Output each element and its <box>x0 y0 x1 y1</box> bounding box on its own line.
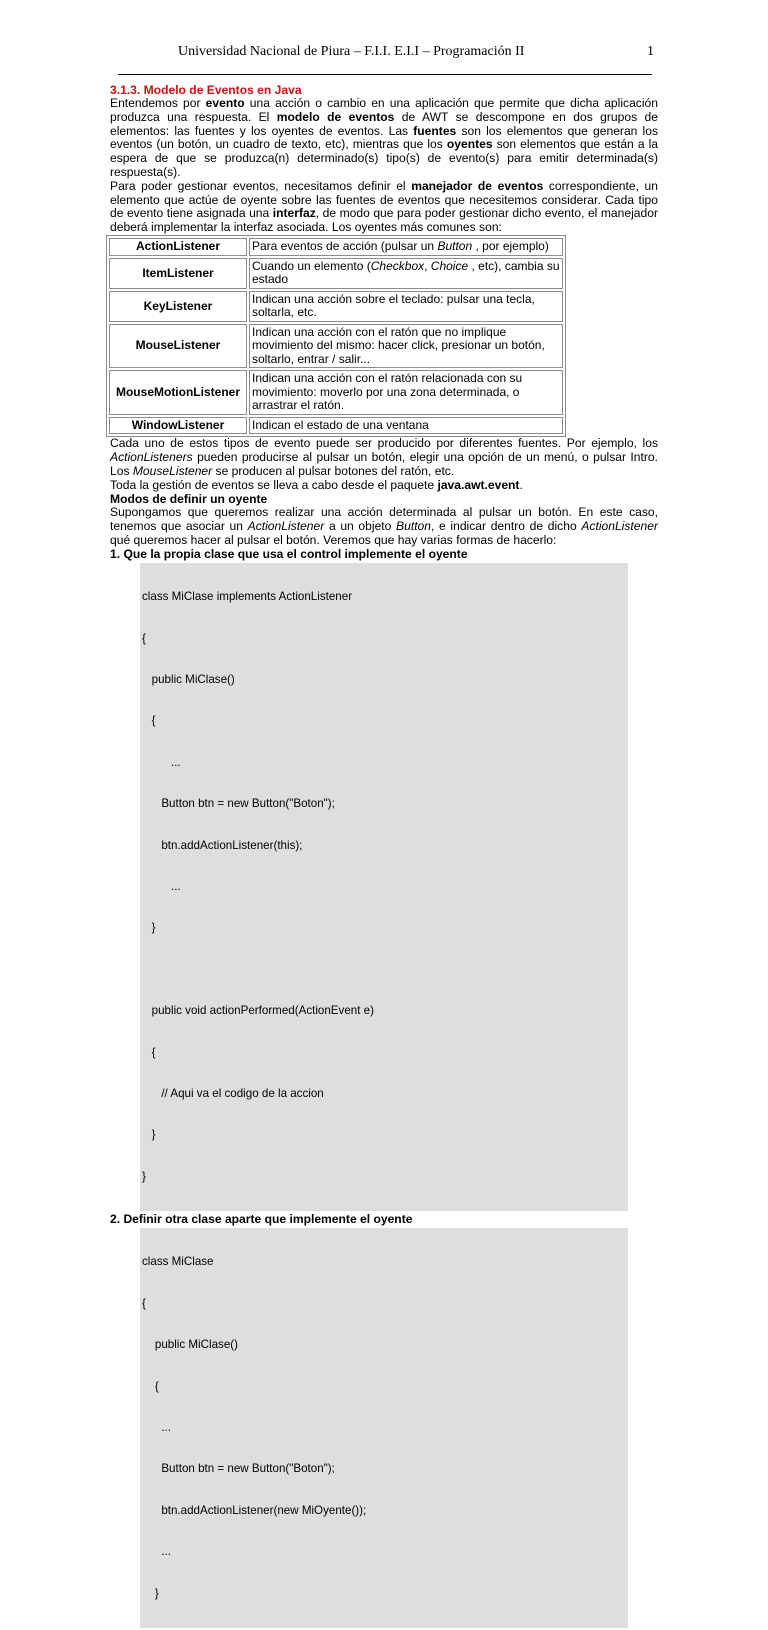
code-line: } <box>142 1586 159 1600</box>
code-line: ... <box>142 1545 171 1559</box>
code-line: public MiClase() <box>142 1338 238 1352</box>
modos-heading: Modos de definir un oyente <box>110 491 268 506</box>
code-line: } <box>142 1128 156 1142</box>
table-row <box>109 238 563 256</box>
code-line: public MiClase() <box>142 673 235 687</box>
header-title: Universidad Nacional de Piura – F.I.I. E.I.I – Programación II <box>178 44 525 59</box>
listener-name: ItemListener <box>109 258 247 289</box>
table-row <box>109 258 563 289</box>
listener-description: Indican el estado de una ventana <box>249 417 563 435</box>
code-line: ... <box>142 879 181 893</box>
code-line: } <box>142 1169 146 1183</box>
page-header <box>118 44 658 62</box>
code-line: public void actionPerformed(ActionEvent e) <box>142 1004 374 1018</box>
listener-description: Para eventos de acción (pulsar un Button , por ejemplo) <box>249 238 563 256</box>
code-line: { <box>142 1045 156 1059</box>
code-line: btn.addActionListener(new MiOyente()); <box>142 1503 367 1517</box>
listener-description: Indican una acción sobre el teclado: pulsar una tecla, soltarla, etc. <box>249 291 563 322</box>
code-line: class MiClase implements ActionListener <box>142 590 353 604</box>
listener-name: ActionListener <box>109 238 247 256</box>
method-1-heading: 1. Que la propia clase que usa el control implemente el oyente <box>110 546 468 561</box>
intro-paragraph-1: Entendemos por evento una acción o cambio en una aplicación que permite que dicha aplicación produzca una respuesta. El modelo de eventos de AWT se descompone en dos grupos de elementos: las fuentes y los oyentes de eventos. Las fuentes son los elementos que generan los eventos (un botón, un cuadro de texto, etc), mientras que los oyentes son elementos que están a la espera de que se produzca(n) determinado(s) tipo(s) de evento(s) para emitir determinada(s) respuesta(s). <box>110 96 659 179</box>
header-rule <box>118 74 652 75</box>
section-title: 3.1.3. Modelo de Eventos en Java <box>110 83 302 97</box>
table-row <box>109 291 563 322</box>
code-line: // Aqui va el codigo de la accion <box>142 1086 324 1100</box>
listener-description: Indican una acción con el ratón que no implique movimiento del mismo: hacer click, presionar un botón, soltarlo, entrar / salir... <box>249 324 563 369</box>
code-line: class MiClase <box>142 1255 214 1269</box>
table-row <box>109 417 563 435</box>
code-line: Button btn = new Button("Boton"); <box>142 1462 335 1476</box>
page-number: 1 <box>647 44 654 59</box>
table-row <box>109 324 563 369</box>
modos-paragraph: Supongamos que queremos realizar una acción determinada al pulsar un botón. En este caso, tenemos que asociar un ActionListener a un objeto Button, e indicar dentro de dicho ActionListener qué queremos hacer al pulsar el botón. Veremos que hay varias formas de hacerlo: <box>110 505 658 548</box>
listener-description: Cuando un elemento (Checkbox, Choice , etc), cambia su estado <box>249 258 563 289</box>
document-body <box>110 83 658 1630</box>
listener-name: KeyListener <box>109 291 247 322</box>
table-row <box>109 370 563 415</box>
code-line: { <box>142 631 146 645</box>
code-block-1 <box>140 563 628 1211</box>
code-line: { <box>142 1296 146 1310</box>
code-line: btn.addActionListener(this); <box>142 838 303 852</box>
code-line: ... <box>142 1421 171 1435</box>
listener-name: WindowListener <box>109 417 247 435</box>
after-table-paragraph-2: Toda la gestión de eventos se lleva a cabo desde el paquete java.awt.event. <box>110 477 523 492</box>
code-line: } <box>142 921 156 935</box>
after-table-paragraph-1: Cada uno de estos tipos de evento puede ser producido por diferentes fuentes. Por ejemplo, los ActionListeners pueden producirse al pulsar un botón, elegir una opción de un menú, o pulsar Intro. Los MouseListener se producen al pulsar botones del ratón, etc. <box>110 436 658 479</box>
listener-name: MouseMotionListener <box>109 370 247 415</box>
listener-description: Indican una acción con el ratón relacionada con su movimiento: moverlo por una zona determinada, o arrastrar el ratón. <box>249 370 563 415</box>
code-block-2 <box>140 1228 628 1628</box>
listener-name: MouseListener <box>109 324 247 369</box>
code-line: ... <box>142 755 181 769</box>
method-2-heading: 2. Definir otra clase aparte que implemente el oyente <box>110 1212 413 1227</box>
code-line: Button btn = new Button("Boton"); <box>142 797 335 811</box>
code-line: { <box>142 714 156 728</box>
code-line <box>142 963 626 977</box>
code-line: { <box>142 1379 159 1393</box>
intro-paragraph-2: Para poder gestionar eventos, necesitamos definir el manejador de eventos correspondiente, un elemento que actúe de oyente sobre las fuentes de eventos que necesitemos considerar. Cada tipo de evento tiene asignada una interfaz, de modo que para poder gestionar dicho evento, el manejador deberá implementar la interfaz asociada. Los oyentes más comunes son: <box>110 178 658 235</box>
listeners-table <box>106 235 566 438</box>
